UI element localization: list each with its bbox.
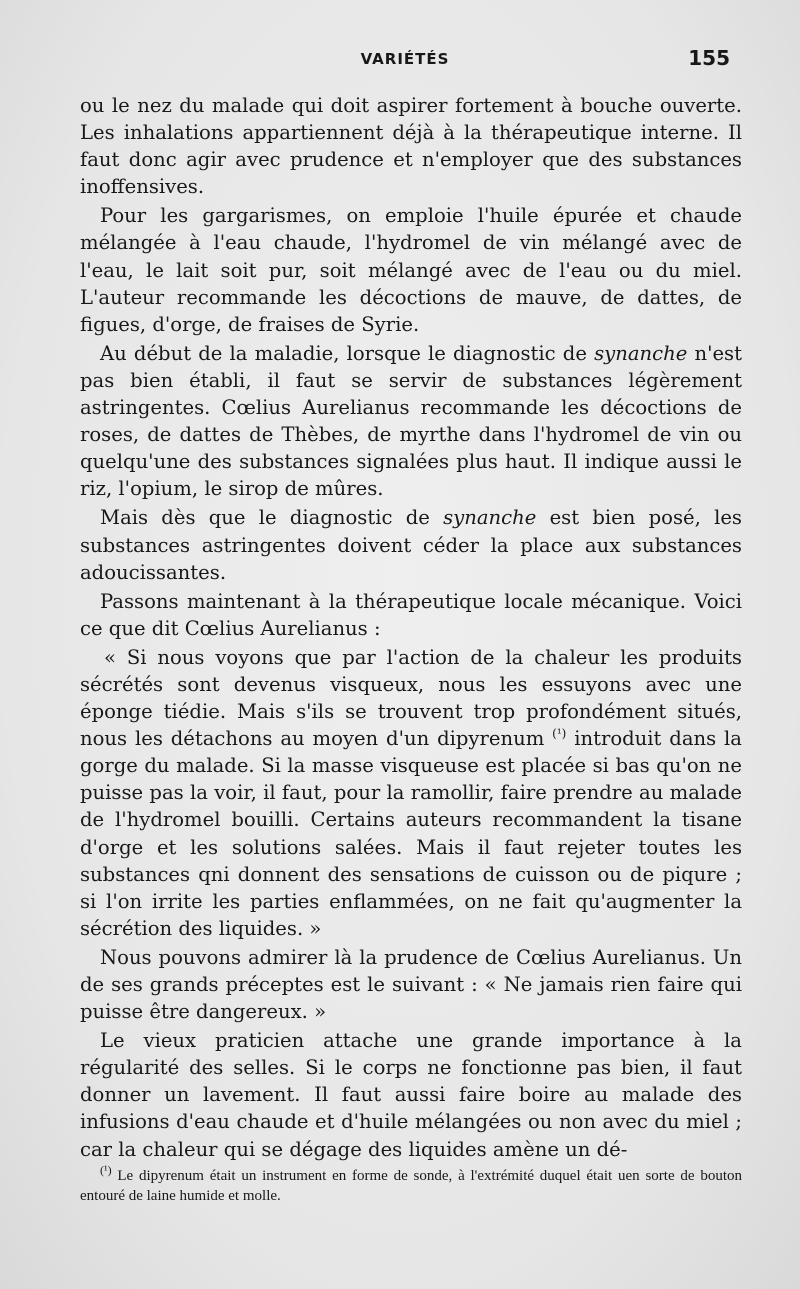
paragraph-3-end: n'est pas bien établi, il faut se servir de substances légèrement astringentes. Cœlius Aurelianus recommande les décoctions de roses, de dattes de Thèbes, de myrthe dans l'hydromel de vin ou quelqu'une des substances signalées plus haut. Il indique aussi le riz, l'opium, le sirop de mûres. — [80, 341, 742, 501]
term-synanche: synanche — [443, 506, 537, 530]
quote-end: introduit dans la gorge du malade. Si la masse visqueuse est placée si bas qu'on ne puisse pas la voir, il faut, pour la ramollir, faire prendre au malade de l'hydromel bouilli. Certains auteurs recommandent la tisane d'orge et les solutions salées. Mais il faut rejeter toutes les substances qni donnent des sensations de cuisson ou de piqure ; si l'on irrite les parties enflammées, on ne fait qu'augmenter la sécrétion des liquides. » — [80, 727, 742, 940]
footnote-1 — [80, 1163, 742, 1206]
running-title: VARIÉTÉS — [360, 50, 450, 68]
page-header — [80, 46, 730, 76]
footnote-reference: (¹) — [552, 726, 567, 741]
quote-start: « Si nous voyons que par l'action de la chaleur les produits sécrétés sont devenus visqueux, nous les essuyons avec une éponge tiédie. Mais s'ils se trouvent trop profondément situés, nous les détachons au moyen d'un dipyrenum — [80, 645, 742, 751]
paragraph-4 — [80, 504, 742, 585]
paragraph-4-start: Mais dès que le diagnostic de — [100, 506, 444, 530]
term-synanche: synanche — [594, 341, 688, 365]
paragraph-7: Nous pouvons admirer là la prudence de Cœlius Aurelianus. Un de ses grands préceptes est le suivant : « Ne jamais rien faire qui puisse être dangereux. » — [80, 945, 742, 1024]
paragraph-6-quote — [80, 644, 742, 942]
paragraph-4-end: est bien posé, les substances astringentes doivent céder la place aux substances adoucissantes. — [80, 506, 742, 584]
paragraph-5: Passons maintenant à la thérapeutique locale mécanique. Voici ce que dit Cœlius Aurelianus : — [80, 589, 742, 640]
paragraph-1: ou le nez du malade qui doit aspirer fortement à bouche ouverte. Les inhalations appartiennent déjà à la thérapeutique interne. Il faut donc agir avec prudence et n'employer que des substances inoffensives. — [80, 94, 742, 199]
body-text — [80, 92, 742, 1165]
page-number: 155 — [688, 46, 730, 70]
paragraph-2: Pour les gargarismes, on emploie l'huile épurée et chaude mélangée à l'eau chaude, l'hydromel de vin mélangé avec de l'eau, le lait soit pur, soit mélangé avec de l'eau ou du miel. L'auteur recommande les décoctions de mauve, de dattes, de figues, d'orge, de fraises de Syrie. — [80, 204, 742, 336]
paragraph-3-start: Au début de la maladie, lorsque le diagnostic de — [100, 341, 595, 365]
footnotes — [80, 1163, 742, 1206]
footnote-marker: (¹) — [100, 1163, 112, 1177]
paragraph-3 — [80, 340, 742, 503]
footnote-text: Le dipyrenum était un instrument en forme de sonde, à l'extrémité duquel était uen sorte de bouton entouré de laine humide et molle. — [80, 1168, 742, 1204]
paragraph-8: Le vieux praticien attache une grande importance à la régularité des selles. Si le corps ne fonctionne pas bien, il faut donner un lavement. Il faut aussi faire boire au malade des infusions d'eau chaude et d'huile mélangées ou non avec du miel ; car la chaleur qui se dégage des liquides amène un dé- — [80, 1029, 742, 1161]
